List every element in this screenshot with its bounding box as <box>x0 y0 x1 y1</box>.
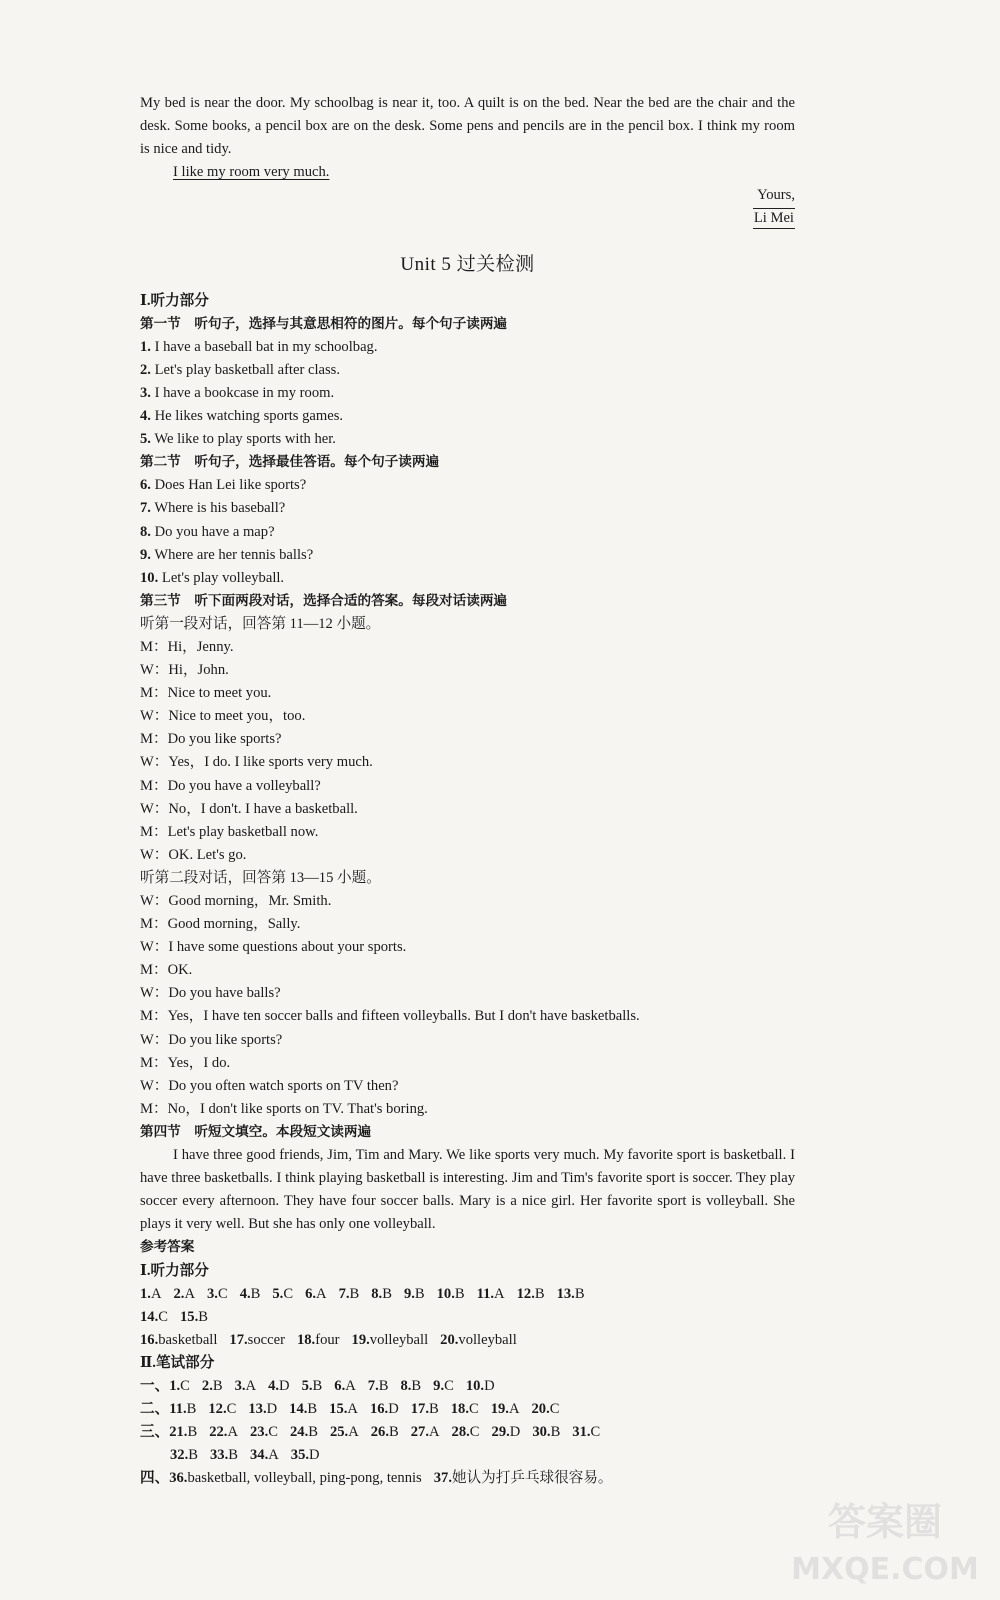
dialog-line: W：Do you have balls? <box>140 985 281 1002</box>
answer-value: B <box>454 1285 465 1302</box>
answer-number: 19. <box>351 1331 370 1348</box>
answer-value: B <box>186 1401 197 1418</box>
answer-row <box>140 1306 795 1329</box>
answer-number: 14. <box>140 1308 159 1325</box>
answer-number: 9. <box>403 1285 415 1302</box>
answer-item <box>466 1378 495 1394</box>
answer-item <box>557 1286 585 1302</box>
answer-value: D <box>266 1401 278 1418</box>
dialog-line: M：Yes，I have ten soccer balls and fifteen volleyballs. But I don't have basketballs. <box>140 1008 640 1025</box>
answer-number: 13. <box>248 1401 267 1418</box>
answer-item <box>329 1401 358 1417</box>
answer-value: B <box>312 1377 323 1394</box>
answer-row <box>140 1398 795 1421</box>
answer-row-prefix: 四、 <box>140 1470 170 1487</box>
answer-number: 3. <box>207 1285 218 1302</box>
answer-item <box>240 1286 261 1302</box>
answer-number: 13. <box>556 1285 575 1302</box>
answer-value: C <box>180 1377 190 1394</box>
answer-item <box>272 1286 293 1302</box>
answer-item <box>169 1378 190 1394</box>
answer-value: C <box>468 1401 479 1418</box>
answer-item <box>229 1332 285 1348</box>
answer-number: 25. <box>329 1424 349 1441</box>
answer-item <box>140 1286 162 1302</box>
answer-item <box>140 1309 168 1325</box>
answer-number: 15. <box>329 1401 348 1418</box>
answer-item <box>440 1332 517 1348</box>
answer-number: 27. <box>410 1424 429 1441</box>
answer-number: 36. <box>169 1470 188 1487</box>
answer-number: 7. <box>338 1285 350 1302</box>
answer-value: C <box>226 1401 237 1418</box>
answer-item <box>572 1424 600 1440</box>
answer-item <box>248 1401 277 1417</box>
answer-value: A <box>268 1447 279 1464</box>
answer-number: 7. <box>367 1377 379 1394</box>
answer-number: 5. <box>301 1377 313 1394</box>
section4-passage: I have three good friends, Jim, Tim and Mary. We like sports very much. My favorite sport is basketball. I have three basketballs. I think playing basketball is interesting. Jim and Tim's favorite sport is soccer. They play soccer every afternoon. They have four soccer balls. Mary is a nice girl. Her favorite sport is volleyball. She plays it very well. But she has only one volleyball. <box>140 1147 795 1233</box>
answer-value: B <box>198 1308 208 1325</box>
answer-row <box>140 1421 795 1444</box>
answer-value: B <box>187 1424 198 1441</box>
answer-number: 16. <box>369 1401 389 1418</box>
letter-body: My bed is near the door. My schoolbag is near it, too. A quilt is on the bed. Near the bed are the chair and the desk. Some books, a pencil box are on the desk. Some pens and pencils are in the pencil box. I think my room is nice and tidy. <box>140 95 795 158</box>
answer-item <box>451 1401 479 1417</box>
answer-number: 32. <box>170 1447 189 1464</box>
answer-number: 5. <box>272 1285 284 1302</box>
answer-number: 4. <box>239 1285 251 1302</box>
answer-item <box>210 1447 238 1463</box>
answer-item <box>169 1401 196 1417</box>
answer-number: 14. <box>289 1401 308 1418</box>
answer-number: 31. <box>572 1424 591 1441</box>
answer-item <box>330 1424 359 1440</box>
dialog1-intro: 听第一段对话，回答第 11—12 小题。 <box>140 615 381 632</box>
dialog-line: W：Hi，John. <box>140 662 229 679</box>
answers-heading: 参考答案 <box>140 1239 195 1256</box>
answer-item <box>334 1378 356 1394</box>
answer-item <box>532 1424 560 1440</box>
answer-item <box>371 1286 392 1302</box>
answer-value: C <box>283 1285 294 1302</box>
answer-value: C <box>158 1308 168 1325</box>
answer-value: A <box>345 1377 356 1394</box>
answer-value: A <box>347 1401 358 1418</box>
answer-number: 2. <box>201 1377 213 1394</box>
list-item: 5. We like to play sports with her. <box>140 431 336 448</box>
answer-number: 28. <box>451 1424 470 1441</box>
answer-item <box>250 1424 278 1440</box>
list-item: 3. I have a bookcase in my room. <box>140 384 335 401</box>
listening-heading: Ⅰ.听力部分 <box>140 292 209 309</box>
answer-item <box>268 1378 290 1394</box>
answer-item <box>170 1447 198 1463</box>
answer-value: B <box>250 1285 261 1302</box>
answer-value: B <box>228 1447 238 1464</box>
list-item: 10. Let's play volleyball. <box>140 569 285 586</box>
list-item: 2. Let's play basketball after class. <box>140 361 340 378</box>
answer-number: 37. <box>433 1470 452 1487</box>
answer-number: 33. <box>209 1447 229 1464</box>
answer-item <box>235 1378 257 1394</box>
answer-value: A <box>227 1424 238 1441</box>
answer-number: 21. <box>169 1424 188 1441</box>
section3-heading: 第三节 听下面两段对话，选择合适的答案。每段对话读两遍 <box>140 592 508 609</box>
answer-number: 24. <box>289 1424 309 1441</box>
answer-value: D <box>309 1447 320 1464</box>
answer-value: four <box>315 1331 340 1348</box>
answer-number: 34. <box>249 1447 269 1464</box>
dialog2-intro: 听第二段对话，回答第 13—15 小题。 <box>140 869 381 886</box>
answer-row <box>140 1444 795 1467</box>
answer-item <box>180 1309 208 1325</box>
answer-value: A <box>316 1285 327 1302</box>
dialog-line: M：Do you have a volleyball? <box>140 777 321 794</box>
answer-item <box>297 1332 340 1348</box>
answer-row-prefix: 三、 <box>140 1424 170 1441</box>
answer-number: 10. <box>465 1377 485 1394</box>
answer-value: A <box>245 1377 257 1394</box>
answer-item <box>209 1424 238 1440</box>
answer-value: basketball, volleyball, ping-pong, tennis <box>187 1470 422 1487</box>
answer-value: B <box>414 1285 425 1302</box>
answer-item <box>437 1286 465 1302</box>
answer-number: 12. <box>208 1401 227 1418</box>
answer-number: 10. <box>436 1285 455 1302</box>
answer-value: A <box>150 1285 162 1302</box>
answer-value: B <box>428 1401 439 1418</box>
answer-value: B <box>574 1285 585 1302</box>
answer-value: A <box>494 1285 505 1302</box>
answer-value: D <box>484 1377 495 1394</box>
list-item: 6. Does Han Lei like sports? <box>140 477 307 494</box>
answers-part1-heading: Ⅰ.听力部分 <box>140 1262 209 1279</box>
answer-value: A <box>348 1424 359 1441</box>
answers-part1 <box>140 1283 795 1352</box>
answer-row <box>140 1467 795 1490</box>
dialog-line: M：Do you like sports? <box>140 731 282 748</box>
answer-number: 8. <box>400 1377 412 1394</box>
dialog-line: W：Good morning，Mr. Smith. <box>140 893 332 909</box>
dialog2 <box>140 890 795 1121</box>
answer-item <box>411 1424 440 1440</box>
dialog-line: W：Do you often watch sports on TV then? <box>140 1077 399 1094</box>
dialog-line: W：No，I don't. I have a basketball. <box>140 800 358 817</box>
answer-value: C <box>444 1377 454 1394</box>
answer-value: D <box>388 1401 399 1418</box>
answer-item <box>404 1286 425 1302</box>
answer-number: 18. <box>296 1331 316 1348</box>
section1-heading: 第一节 听句子，选择与其意思相符的图片。每个句子读两遍 <box>140 315 508 332</box>
answer-number: 6. <box>334 1377 346 1394</box>
answer-value: basketball <box>158 1331 218 1348</box>
answer-value: A <box>184 1285 195 1302</box>
answer-value: D <box>509 1424 521 1441</box>
answer-item <box>371 1424 399 1440</box>
dialog-line: W：Yes，I do. I like sports very much. <box>140 754 373 771</box>
answer-number: 11. <box>169 1401 187 1418</box>
watermark-bottom: MXQE.COM <box>791 1552 979 1587</box>
answer-number: 9. <box>433 1377 445 1394</box>
answer-row <box>140 1283 795 1306</box>
answer-item <box>433 1378 454 1394</box>
answer-number: 3. <box>234 1377 246 1394</box>
answer-item <box>411 1401 439 1417</box>
answer-value: B <box>382 1285 392 1302</box>
list-item: 7. Where is his baseball? <box>140 500 286 517</box>
dialog-line: M：Let's play basketball now. <box>140 823 319 840</box>
answer-value: C <box>268 1424 278 1441</box>
answer-value: B <box>188 1447 198 1464</box>
answers-part2-heading: Ⅱ.笔试部分 <box>140 1354 215 1371</box>
answer-value: volleyball <box>458 1331 517 1348</box>
letter-signature: Li Mei <box>753 208 795 229</box>
dialog-line: M：Yes，I do. <box>140 1054 231 1071</box>
answer-value: B <box>308 1424 318 1441</box>
answer-number: 19. <box>490 1401 509 1418</box>
dialog-line: M：Hi，Jenny. <box>140 638 234 655</box>
answer-value: B <box>534 1285 545 1302</box>
section2-list <box>140 474 795 589</box>
answer-value: C <box>590 1424 601 1441</box>
list-item: 9. Where are her tennis balls? <box>140 546 314 563</box>
answer-number: 17. <box>410 1401 429 1418</box>
dialog-line: M：Nice to meet you. <box>140 685 272 702</box>
answer-row-prefix: 一、 <box>140 1377 170 1394</box>
answer-number: 1. <box>140 1285 151 1302</box>
answer-number: 8. <box>371 1285 383 1302</box>
answer-item <box>532 1401 560 1417</box>
answer-number: 29. <box>491 1424 510 1441</box>
watermark-top: 答案圈 <box>827 1500 943 1544</box>
dialog-line: W：Nice to meet you，too. <box>140 708 306 725</box>
answer-value: B <box>550 1424 561 1441</box>
answer-item <box>202 1378 223 1394</box>
list-item: 4. He likes watching sports games. <box>140 408 344 425</box>
dialog-line: M：No，I don't like sports on TV. That's boring. <box>140 1100 428 1117</box>
answer-value: B <box>411 1377 422 1394</box>
answer-value: A <box>428 1424 440 1441</box>
answer-item <box>140 1332 217 1348</box>
watermark-logo <box>790 1487 980 1592</box>
answer-item <box>368 1378 389 1394</box>
answer-item <box>491 1401 520 1417</box>
answer-value: 她认为打乒乓球很容易。 <box>451 1470 613 1487</box>
dialog-line: W：I have some questions about your sports. <box>140 939 407 956</box>
answer-number: 17. <box>229 1331 248 1348</box>
answer-number: 35. <box>290 1447 310 1464</box>
answer-item <box>305 1286 327 1302</box>
letter-closing-line: I like my room very much. <box>173 164 330 181</box>
list-item: 8. Do you have a map? <box>140 523 275 540</box>
answer-item <box>452 1424 480 1440</box>
answer-value: soccer <box>247 1331 285 1348</box>
answer-number: 22. <box>209 1424 228 1441</box>
answer-number: 30. <box>532 1424 551 1441</box>
answer-item <box>207 1286 228 1302</box>
answer-number: 20. <box>531 1401 550 1418</box>
answer-item <box>352 1332 429 1348</box>
dialog-line: W：OK. Let's go. <box>140 846 247 863</box>
answer-item <box>290 1424 318 1440</box>
answer-item <box>291 1447 320 1463</box>
list-item: 1. I have a baseball bat in my schoolbag. <box>140 338 378 355</box>
answer-item <box>208 1401 236 1417</box>
answer-item <box>492 1424 521 1440</box>
answer-value: B <box>349 1285 360 1302</box>
answer-row-prefix: 二、 <box>140 1401 170 1418</box>
answer-row <box>140 1329 795 1352</box>
answer-item <box>517 1286 545 1302</box>
answer-number: 11. <box>476 1285 495 1302</box>
answer-number: 2. <box>173 1285 185 1302</box>
answer-item <box>174 1286 196 1302</box>
dialog-line: M：Good morning，Sally. <box>140 916 301 933</box>
answers-part2 <box>140 1375 795 1490</box>
answer-value: B <box>389 1424 399 1441</box>
answer-value: D <box>279 1377 290 1394</box>
letter-sign-off: Yours, <box>757 187 795 204</box>
answer-value: C <box>469 1424 480 1441</box>
answer-item <box>400 1378 421 1394</box>
answer-item <box>339 1286 360 1302</box>
unit-title: Unit 5 过关检测 <box>400 253 535 275</box>
answer-number: 23. <box>249 1424 269 1441</box>
answer-number: 26. <box>370 1424 389 1441</box>
answer-number: 1. <box>169 1377 181 1394</box>
answer-number: 12. <box>516 1285 535 1302</box>
answer-item <box>477 1286 505 1302</box>
answer-number: 20. <box>440 1331 459 1348</box>
document-page <box>140 92 795 1490</box>
answer-value: C <box>217 1285 228 1302</box>
answer-value: A <box>508 1401 520 1418</box>
dialog-line: W：Do you like sports? <box>140 1031 283 1048</box>
answer-item <box>289 1401 317 1417</box>
answer-number: 4. <box>268 1377 280 1394</box>
answer-value: volleyball <box>369 1331 429 1348</box>
section1-list <box>140 336 795 451</box>
dialog1 <box>140 636 795 867</box>
section2-heading: 第二节 听句子，选择最佳答语。每个句子读两遍 <box>140 454 440 471</box>
answer-value: B <box>378 1377 389 1394</box>
answer-item <box>302 1378 323 1394</box>
answer-item <box>250 1447 279 1463</box>
answer-number: 6. <box>305 1285 317 1302</box>
answer-item <box>370 1401 399 1417</box>
answer-item <box>169 1424 197 1440</box>
dialog-line: M：OK. <box>140 962 193 979</box>
answer-number: 15. <box>179 1308 199 1325</box>
answer-number: 18. <box>450 1401 469 1418</box>
answer-row <box>140 1375 795 1398</box>
answer-value: C <box>549 1401 560 1418</box>
answer-value: B <box>212 1377 223 1394</box>
answer-item <box>434 1470 613 1486</box>
answer-value: B <box>307 1401 318 1418</box>
section4-heading: 第四节 听短文填空。本段短文读两遍 <box>140 1123 372 1140</box>
answer-number: 16. <box>140 1331 159 1348</box>
answer-item <box>169 1470 422 1486</box>
